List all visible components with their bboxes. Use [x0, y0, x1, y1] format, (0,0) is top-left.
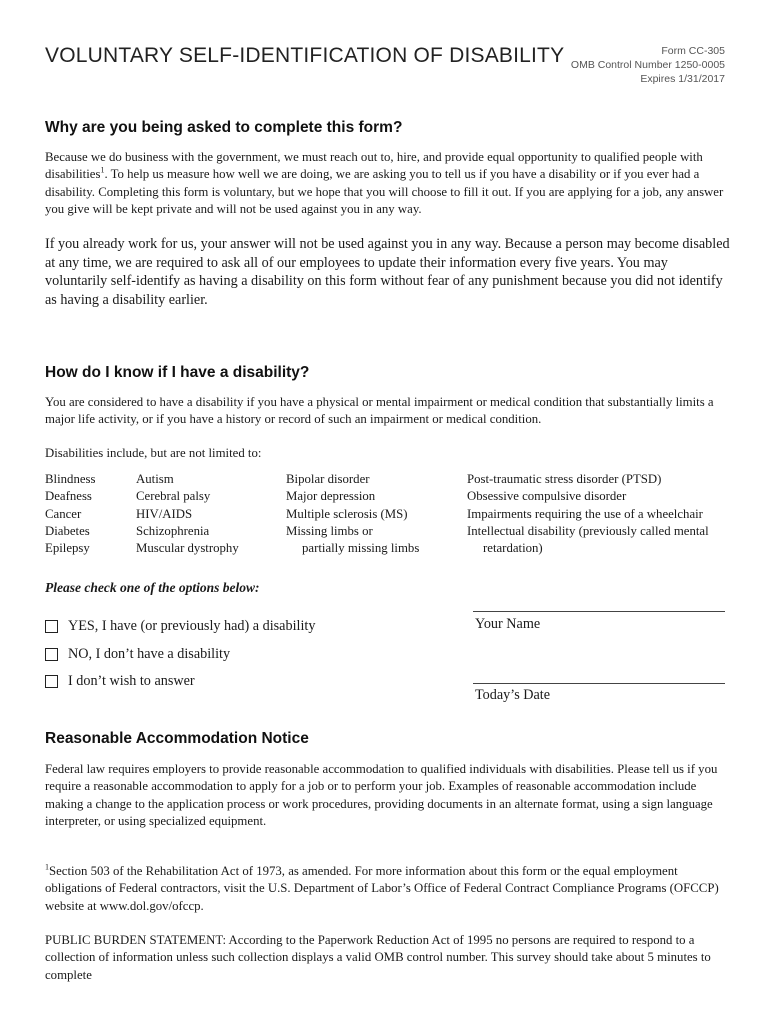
- list-item: Bipolar disorder: [286, 472, 370, 486]
- list-item: Post-traumatic stress disorder (PTSD): [467, 472, 662, 486]
- accommodation-paragraph: Federal law requires employers to provide reasonable accommodation to qualified individuals with disabilities. Please tell us if you require a reasonable accommodation to apply for a job or to perform your job. Examples of reasonable accommodation include making a change to the application process or work procedures, providing documents in an alternate format, using a sign language interpreter, or using specialized equipment.: [45, 762, 718, 828]
- list-item: partially missing limbs: [302, 541, 420, 556]
- form-meta: [571, 44, 725, 86]
- why-paragraph-2: If you already work for us, your answer will not be used against you in any way. Because a person may become disabled at any time, we are required to ask all of our employees to update their information every five years. You may voluntarily self-identify as having a disability on this form without fear of any punishment because you did not identify as having a disability earlier.: [45, 236, 730, 308]
- option-no[interactable]: [45, 646, 230, 663]
- name-field-label: Your Name: [475, 616, 541, 632]
- accommodation-heading: Reasonable Accommodation Notice: [45, 730, 309, 747]
- option-decline-label: I don’t wish to answer: [68, 673, 195, 689]
- disability-list-col-1: [45, 471, 95, 557]
- list-item: retardation): [483, 541, 543, 556]
- omb-control-number: OMB Control Number 1250-0005: [570, 59, 725, 71]
- why-heading: Why are you being asked to complete this form?: [45, 119, 403, 136]
- list-item: Impairments requiring the use of a wheelchair: [467, 506, 703, 521]
- list-item: Epilepsy: [45, 541, 90, 556]
- list-item: Multiple sclerosis (MS): [286, 506, 408, 521]
- option-decline[interactable]: [45, 673, 195, 690]
- why-p1-text-cont: . To help us measure how well we are doing, we are asking you to tell us if you have a disability or if you ever had a disability. Completing this form is voluntary, but we hope that you will choose to fill it out. If you are applying for a job, any answer you give will be kept private and will not be used against you in any way.: [45, 167, 724, 216]
- list-item: Muscular dystrophy: [136, 541, 239, 556]
- footnote-text: Section 503 of the Rehabilitation Act of 1973, as amended. For more information about this form or the equal employment obligations of Federal contractors, visit the U.S. Department of Labor’s Office of Federal Contract Compliance Programs (OFCCP) website at www.dol.gov/ofccp.: [45, 864, 719, 913]
- disability-list-col-4: [467, 471, 709, 557]
- list-item: Cancer: [45, 506, 82, 521]
- page-title: VOLUNTARY SELF-IDENTIFICATION OF DISABILITY: [45, 44, 565, 67]
- list-item: Missing limbs or: [286, 523, 373, 538]
- date-field-line[interactable]: [473, 683, 725, 684]
- why-paragraph-1: [45, 149, 730, 218]
- name-field-line[interactable]: [473, 611, 725, 612]
- how-heading: How do I know if I have a disability?: [45, 364, 310, 381]
- option-no-label: NO, I don’t have a disability: [68, 646, 231, 662]
- footnote: [45, 863, 735, 915]
- list-item: Deafness: [45, 489, 92, 504]
- checkbox-no[interactable]: [45, 648, 58, 661]
- date-field-label: Today’s Date: [475, 687, 551, 703]
- disability-list-col-2: [136, 471, 239, 557]
- list-item: Schizophrenia: [136, 523, 210, 538]
- list-item: Blindness: [45, 472, 96, 486]
- checkbox-decline[interactable]: [45, 675, 58, 688]
- list-item: Diabetes: [45, 523, 90, 538]
- expiration-date: Expires 1/31/2017: [640, 73, 725, 85]
- footnote-marker: 1: [45, 862, 49, 872]
- public-burden-statement: PUBLIC BURDEN STATEMENT: According to the Paperwork Reduction Act of 1995 no persons are required to respond to a collection of information unless such collection displays a valid OMB control number. This survey should take about 5 minutes to complete: [45, 933, 711, 982]
- option-yes-label: YES, I have (or previously had) a disability: [68, 618, 316, 634]
- form-number: Form CC-305: [661, 45, 725, 57]
- footnote-ref: 1: [100, 166, 105, 176]
- list-item: Cerebral palsy: [136, 489, 211, 504]
- list-item: Major depression: [286, 489, 376, 504]
- option-yes[interactable]: [45, 618, 315, 635]
- list-item: Intellectual disability (previously called mental: [467, 523, 709, 538]
- disabilities-intro: Disabilities include, but are not limited to:: [45, 446, 262, 460]
- list-item: HIV/AIDS: [136, 506, 193, 521]
- list-item: Autism: [136, 472, 174, 486]
- why-p1-text: Because we do business with the government, we must reach out to, hire, and provide equal opportunity to qualified people with disabilities: [45, 150, 703, 182]
- how-paragraph: You are considered to have a disability if you have a physical or mental impairment or medical condition that substantially limits a major life activity, or if you have a history or record of such an impairment or medical condition.: [45, 395, 714, 427]
- checkbox-yes[interactable]: [45, 620, 58, 633]
- disability-list-col-3: [286, 471, 419, 557]
- list-item: Obsessive compulsive disorder: [467, 489, 627, 504]
- options-prompt: Please check one of the options below:: [45, 580, 260, 595]
